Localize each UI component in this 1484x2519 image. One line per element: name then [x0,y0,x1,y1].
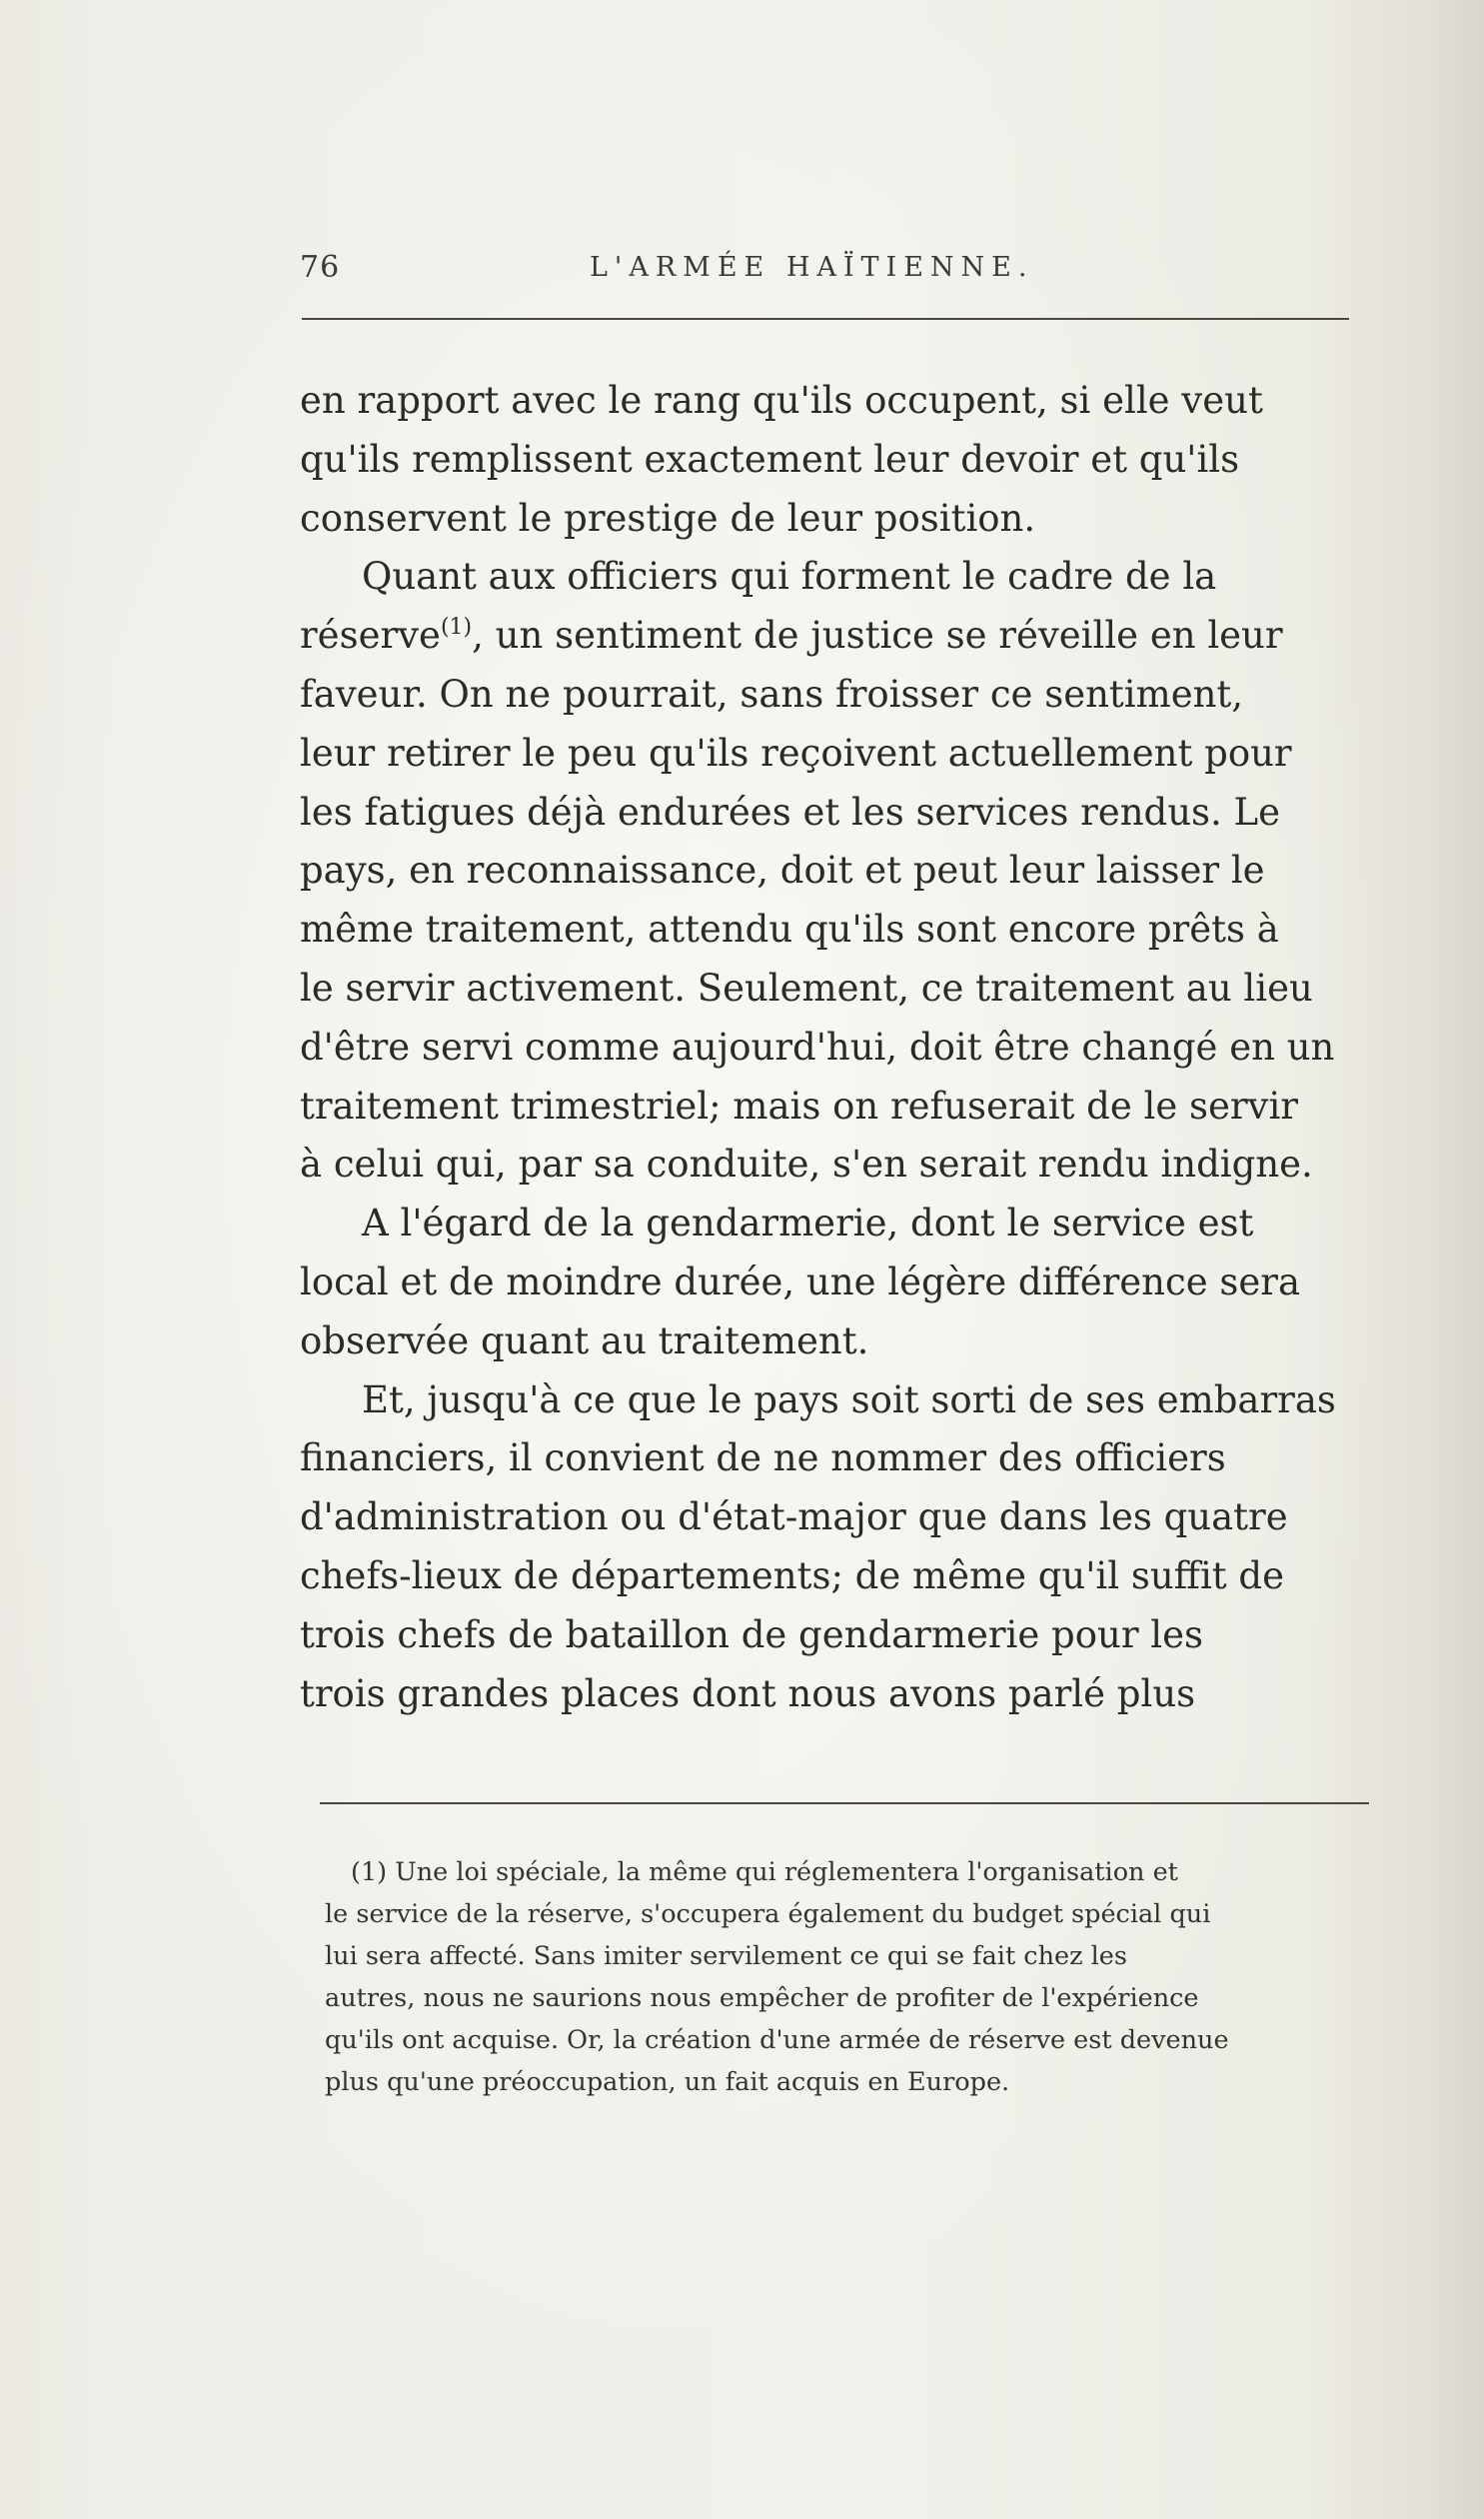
footnote-line: qu'ils ont acquise. Or, la création d'une armée de réserve est devenue [325,2025,1229,2055]
page-header [300,250,1349,290]
footnote [325,1851,1374,2103]
text-line: faveur. On ne pourrait, sans froisser ce sentiment, [300,672,1244,716]
paragraph-start-line: Quant aux officiers qui forment le cadre de la [362,555,1217,599]
footnote-reference: (1) [440,615,473,641]
footnote-line: autres, nous ne saurions nous empêcher de profiter de l'expérience [325,1983,1199,2013]
text-line: leur retirer le peu qu'ils reçoivent actuellement pour [300,731,1292,775]
text-line: financiers, il convient de ne nommer des officiers [300,1436,1226,1480]
text-line: d'être servi comme aujourd'hui, doit être changé en un [300,1025,1335,1069]
text-line-with-footnote-ref [300,607,1359,666]
text-fragment: réserve [300,614,441,658]
text-line: trois chefs de bataillon de gendarmerie pour les [300,1612,1203,1656]
text-line: chefs-lieux de départements; de même qu'il suffit de [300,1553,1284,1597]
text-line: observée quant au traitement. [300,1318,869,1362]
text-line: le servir activement. Seulement, ce traitement au lieu [300,966,1313,1010]
paragraph-start-line: Et, jusqu'à ce que le pays soit sorti de ses embarras [362,1377,1336,1421]
text-line: même traitement, attendu qu'ils sont encore prêts à [300,908,1279,952]
footnote-line: le service de la réserve, s'occupera également du budget spécial qui [325,1899,1211,1929]
footnote-line: lui sera affecté. Sans imiter servilement ce qui se fait chez les [325,1941,1127,1971]
text-line: à celui qui, par sa conduite, s'en serait rendu indigne. [300,1143,1313,1187]
header-rule [302,318,1349,320]
text-line: pays, en reconnaissance, doit et peut leur laisser le [300,849,1265,893]
footnote-line: plus qu'une préoccupation, un fait acquis en Europe. [325,2067,1010,2097]
text-line: local et de moindre durée, une légère différence sera [300,1260,1301,1303]
body-text [300,372,1359,1723]
running-title: L'ARMÉE HAÏTIENNE. [590,252,1034,283]
text-line: qu'ils remplissent exactement leur devoir et qu'ils [300,437,1240,481]
text-line: d'administration ou d'état-major que dans les quatre [300,1495,1288,1539]
text-line: traitement trimestriel; mais on refuserait de le servir [300,1084,1298,1128]
text-line: les fatigues déjà endurées et les services rendus. Le [300,790,1281,834]
text-line: trois grandes places dont nous avons parlé plus [300,1671,1196,1715]
footnote-line: (1) Une loi spéciale, la même qui réglementera l'organisation et [351,1857,1178,1887]
text-line: conservent le prestige de leur position. [300,496,1036,540]
text-fragment: , un sentiment de justice se réveille en leur [472,614,1283,658]
paragraph-start-line: A l'égard de la gendarmerie, dont le service est [362,1202,1254,1246]
footnote-rule [320,1802,1369,1804]
page-number: 76 [300,250,341,285]
text-line: en rapport avec le rang qu'ils occupent, si elle veut [300,379,1263,422]
